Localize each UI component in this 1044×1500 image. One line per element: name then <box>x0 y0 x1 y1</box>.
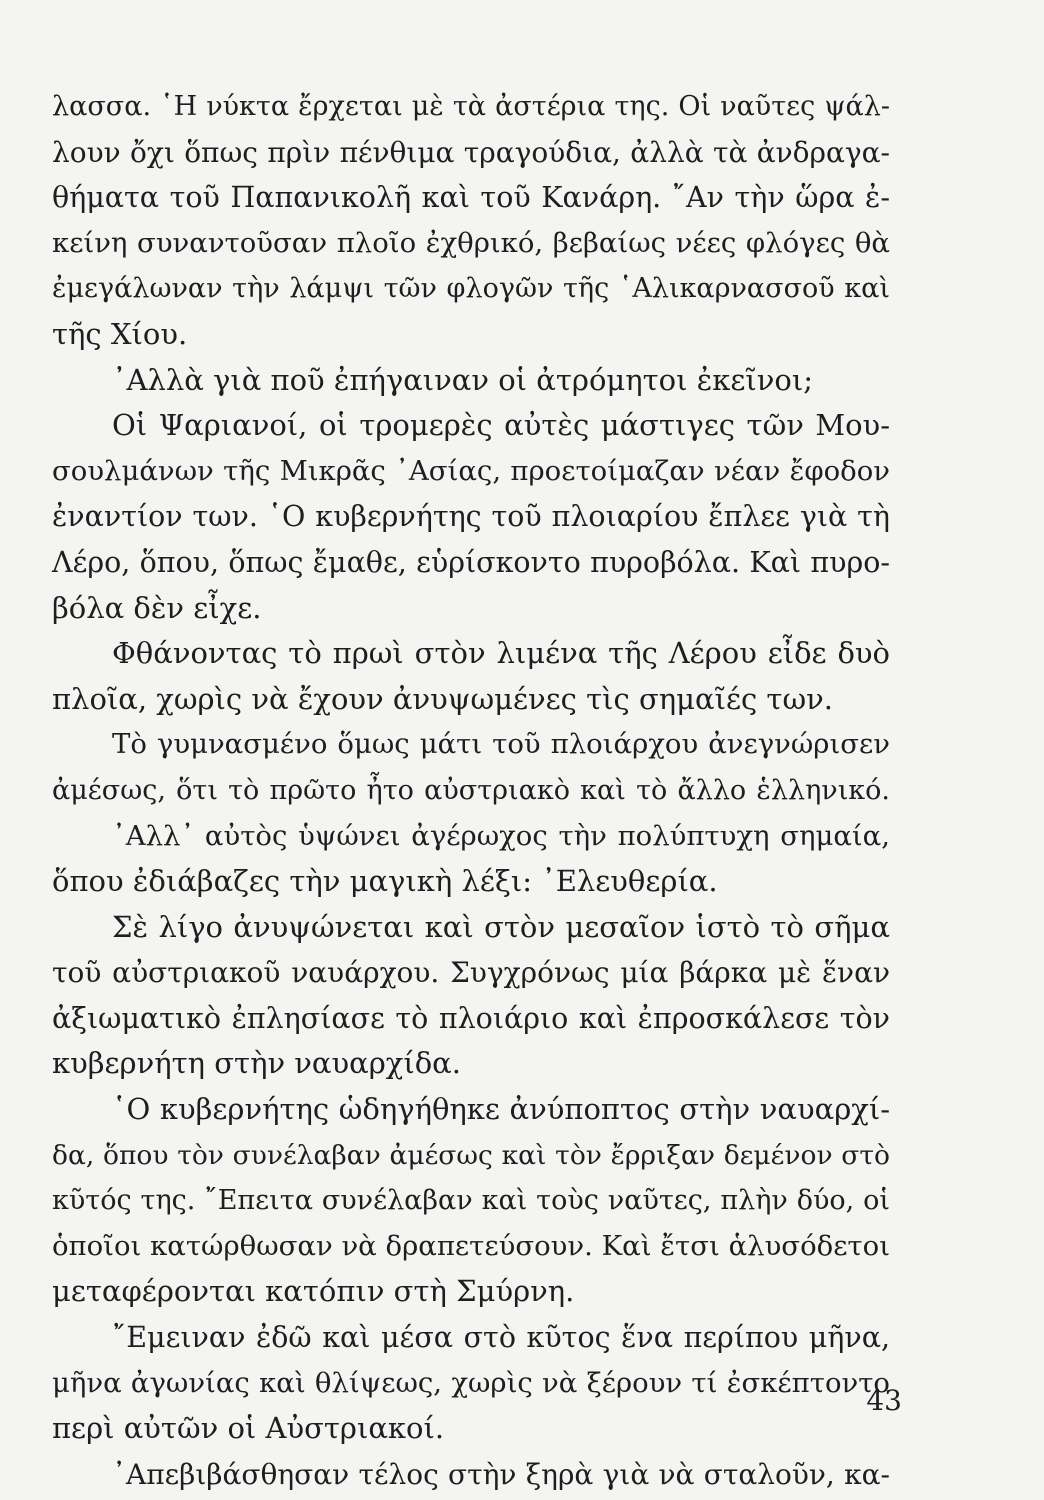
text-line: ἐμεγάλωναν τὴν λάμψι τῶν φλογῶν τῆς ῾Αλικαρνασσοῦ καὶ <box>52 273 890 305</box>
text-line: θήματα τοῦ Παπανικολῆ καὶ τοῦ Κανάρη. ῎Αν τὴν ὥρα ἐ- <box>52 181 890 215</box>
text-line: ῎Εμειναν ἐδῶ καὶ μέσα στὸ κῦτος ἕνα περίπου μῆνα, <box>112 1321 890 1355</box>
text-line: ᾿Αλλ᾿ αὐτὸς ὑψώνει ἀγέρωχος τὴν πολύπτυχη σημαία, <box>112 819 890 852</box>
text-line: Οἱ Ψαριανοί, οἱ τρομερὲς αὐτὲς μάστιγες τῶν Μου- <box>112 408 890 443</box>
page-number: 43 <box>866 1384 902 1417</box>
text-line: ἀξιωματικὸ ἐπλησίασε τὸ πλοιάριο καὶ ἐπροσκάλεσε τὸν <box>52 1001 890 1035</box>
body-text <box>52 84 890 1497</box>
text-line: ὁποῖοι κατώρθωσαν νὰ δραπετεύσουν. Καὶ ἔτσι ἁλυσόδετοι <box>52 1229 890 1262</box>
text-line: ὅπου ἐδιάβαζες τὴν μαγικὴ λέξι: ᾿Ελευθερία. <box>52 864 718 899</box>
text-line: κυβερνήτη στὴν ναυαρχίδα. <box>52 1046 461 1081</box>
text-line: τοῦ αὐστριακοῦ ναυάρχου. Συγχρόνως μία βάρκα μὲ ἕναν <box>52 956 890 990</box>
text-line: βόλα δὲν εἶχε. <box>52 590 262 625</box>
text-line: κείνη συναντοῦσαν πλοῖο ἐχθρικό, βεβαίως νέες φλόγες θὰ <box>52 226 890 259</box>
text-line: ᾿Αλλὰ γιὰ ποῦ ἐπήγαιναν οἱ ἀτρόμητοι ἐκεῖνοι; <box>112 362 814 397</box>
text-line: λουν ὄχι ὅπως πρὶν πένθιμα τραγούδια, ἀλλὰ τὰ ἀνδραγα- <box>52 135 890 169</box>
text-line: λασσα. ῾Η νύκτα ἔρχεται μὲ τὰ ἀστέρια της. Οἱ ναῦτες ψάλ- <box>52 91 890 122</box>
text-line: περὶ αὐτῶν οἱ Αὐστριακοί. <box>52 1411 445 1446</box>
text-line: μῆνα ἀγωνίας καὶ θλίψεως, χωρὶς νὰ ξέρουν τί ἐσκέπτοντο <box>52 1366 890 1399</box>
text-line: ᾿Απεβιβάσθησαν τέλος στὴν ξηρὰ γιὰ νὰ σταλοῦν, κα- <box>112 1457 890 1491</box>
text-line: ἐναντίον των. ῾Ο κυβερνήτης τοῦ πλοιαρίου ἔπλεε γιὰ τὴ <box>52 500 890 534</box>
text-line: μεταφέρονται κατόπιν στὴ Σμύρνη. <box>52 1274 575 1309</box>
text-line: Σὲ λίγο ἀνυψώνεται καὶ στὸν μεσαῖον ἱστὸ τὸ σῆμα <box>112 909 890 944</box>
text-line: πλοῖα, χωρὶς νὰ ἔχουν ἀνυψωμένες τὶς σημαῖές των. <box>52 681 833 716</box>
text-line: Τὸ γυμνασμένο ὅμως μάτι τοῦ πλοιάρχου ἀνεγνώρισεν <box>112 728 890 761</box>
text-line: σουλμάνων τῆς Μικρᾶς ᾿Ασίας, προετοίμαζαν νέαν ἔφοδον <box>52 454 890 487</box>
text-line: ἀμέσως, ὅτι τὸ πρῶτο ἦτο αὐστριακὸ καὶ τὸ ἄλλο ἑλληνικό. <box>52 774 890 806</box>
text-line: δα, ὅπου τὸν συνέλαβαν ἀμέσως καὶ τὸν ἔρριξαν δεμένον στὸ <box>52 1139 890 1171</box>
text-line: ῾Ο κυβερνήτης ὡδηγήθηκε ἀνύποπτος στὴν ναυαρχί- <box>112 1092 890 1127</box>
text-line: τῆς Χίου. <box>52 316 188 351</box>
text-line: κῦτός της. ῎Επειτα συνέλαβαν καὶ τοὺς ναῦτες, πλὴν δύο, οἱ <box>52 1185 890 1217</box>
text-line: Λέρο, ὅπου, ὅπως ἔμαθε, εὑρίσκοντο πυροβόλα. Καὶ πυρο- <box>52 545 890 579</box>
text-line: Φθάνοντας τὸ πρωὶ στὸν λιμένα τῆς Λέρου εἶδε δυὸ <box>112 636 890 671</box>
